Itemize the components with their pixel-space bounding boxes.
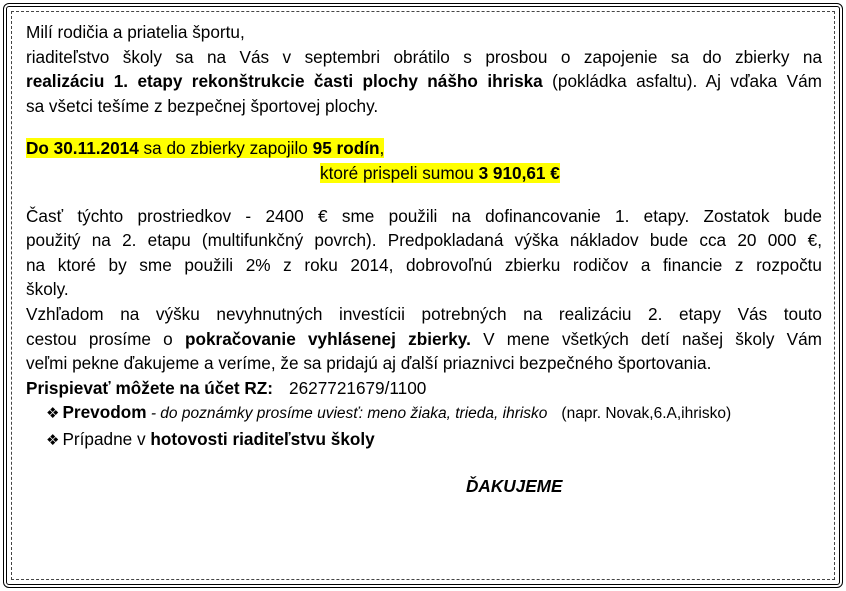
total-sum: 3 910,61 € [478, 162, 560, 183]
option-cash: ❖ Prípadne v hotovosti riaditeľstvu školy [46, 428, 375, 449]
greeting: Milí rodičia a priatelia športu, [26, 22, 245, 42]
p1-line1: riaditeľstvo školy sa na Vás v septembri obrátilo s prosbou o zapojenie sa do zbierky na [26, 46, 822, 67]
letter-body [26, 20, 822, 498]
account-line [26, 376, 822, 401]
highlight-line2: ktoré prispeli sumou 3 910,61 € [320, 162, 560, 183]
project-name: realizáciu 1. etapy rekonštrukcie časti plochy nášho ihriska [26, 71, 543, 92]
collection-continuation: pokračovanie vyhlásenej zbierky. [184, 328, 471, 349]
diamond-bullet-icon: ❖ [46, 431, 60, 449]
account-number: 2627721679/1100 [289, 377, 427, 398]
p3-line1: Vzhľadom na výšku nevyhnutných investícii potrebných na realizáciu 2. etapy Vás touto [26, 303, 822, 324]
p1-line2: realizáciu 1. etapy rekonštrukcie časti plochy nášho ihriska (pokládka asfaltu). Aj vďaka Vám [26, 71, 822, 92]
p3-line3: veľmi pekne ďakujeme a veríme, že sa pridajú aj ďalší priaznivci bezpečného športovania. [26, 353, 712, 374]
highlight-line1: Do 30.11.2014 sa do zbierky zapojilo 95 rodín, [26, 138, 385, 159]
date: Do 30.11.2014 [26, 138, 139, 159]
p2-line2: použitý na 2. etapu (multifunkčný povrch). Predpokladaná výška nákladov bude cca 20 000 €, [26, 230, 822, 251]
family-count: 95 rodín [312, 138, 380, 159]
p2-line4: školy. [26, 279, 69, 300]
thanks: ĎAKUJEME [466, 475, 563, 496]
p3-line2: cestou prosíme o pokračovanie vyhlásenej zbierky. V mene všetkých detí našej školy Vám [26, 328, 822, 349]
option-transfer: ❖ Prevodom - do poznámky prosíme uviesť: meno žiaka, trieda, ihrisko (napr. Novak,6.A,ihrisko) [46, 402, 732, 423]
account-label: Prispievať môžete na účet RZ: [26, 377, 274, 398]
p2-line1: Časť týchto prostriedkov - 2400 € sme použili na dofinancovanie 1. etapy. Zostatok bude [26, 205, 822, 226]
diamond-bullet-icon: ❖ [46, 405, 60, 423]
p1-line3: sa všetci tešíme z bezpečnej športovej plochy. [26, 95, 379, 116]
p2-line3: na ktoré by sme použili 2% z roku 2014, dobrovoľnú zbierku rodičov a financie z rozpočtu [26, 254, 822, 275]
